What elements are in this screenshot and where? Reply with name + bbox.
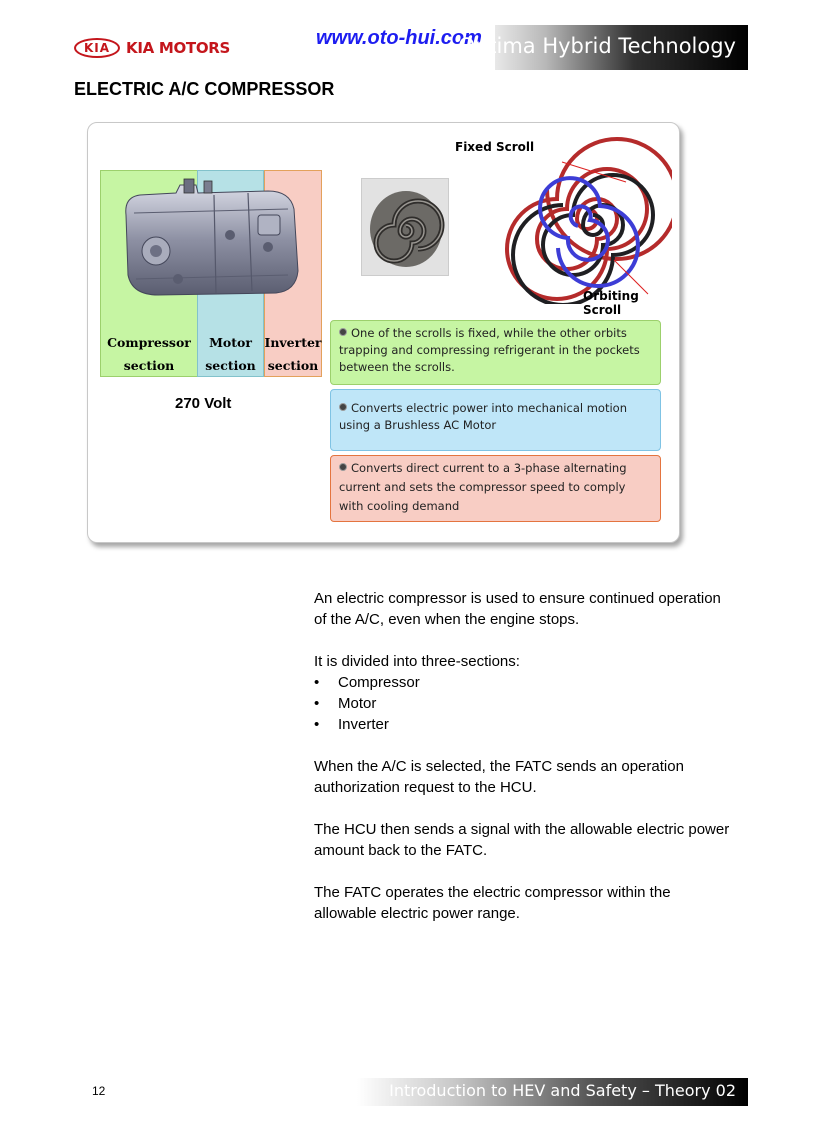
footer-band [357, 1078, 748, 1106]
paragraph-4: The HCU then sends a signal with the allowable electric power amount back to the FATC. [314, 821, 730, 859]
footer-title: Introduction to HEV and Safety – Theory 02 [389, 1081, 736, 1100]
compressor-section-line1: Compressor [107, 335, 191, 350]
kia-logo-badge: KIA [74, 38, 120, 58]
site-url: www.oto-hui.com [316, 27, 482, 49]
list-item: • Motor [314, 693, 734, 714]
paragraph-5: The FATC operates the electric compressor within the allowable electric power range. [314, 884, 671, 922]
fixed-scroll-label: Fixed Scroll [455, 140, 535, 154]
bullet-icon [339, 403, 347, 411]
body-text [314, 588, 734, 945]
scroll-diagram [502, 134, 672, 304]
motor-section-label [198, 331, 263, 377]
list-item: • Inverter [314, 714, 734, 735]
motor-section-line1: Motor [209, 335, 252, 350]
paragraph-2: It is divided into three-sections: [314, 653, 520, 670]
compressor-figure [87, 122, 680, 543]
info-box-inverter-text: Converts direct current to a 3-phase alternating current and sets the compressor speed to comply with cooling demand [339, 461, 627, 513]
page-heading: ELECTRIC A/C COMPRESSOR [74, 79, 335, 99]
inverter-section-label [264, 331, 322, 377]
header-title: Optima Hybrid Technology [458, 34, 736, 58]
info-box-motor-text: Converts electric power into mechanical motion using a Brushless AC Motor [339, 401, 627, 432]
orbiting-scroll-label: Orbiting Scroll [583, 289, 639, 317]
info-box-scroll-text: One of the scrolls is fixed, while the other orbits trapping and compressing refrigerant in the pockets between the scrolls. [339, 326, 640, 374]
compressor-illustration [118, 175, 306, 307]
inverter-section-line1: Inverter [264, 335, 322, 350]
header-title-band [458, 25, 748, 70]
info-box-scroll [330, 320, 661, 385]
inverter-section-line2: section [267, 358, 319, 373]
scroll-photo [361, 178, 449, 276]
page-number: 12 [92, 1084, 106, 1098]
page-header [0, 0, 816, 75]
paragraph-3: When the A/C is selected, the FATC sends an operation authorization request to the HCU. [314, 758, 684, 796]
motor-section-line2: section [205, 358, 256, 373]
compressor-section-line2: section [123, 358, 175, 373]
paragraph-1: An electric compressor is used to ensure continued operation of the A/C, even when the engine stops. [314, 590, 721, 628]
voltage-label: 270 Volt [175, 395, 232, 412]
list-item: • Compressor [314, 672, 734, 693]
bullet-icon [339, 328, 347, 336]
section-list [314, 672, 734, 735]
kia-logo-text: KIA MOTORS [126, 39, 231, 57]
compressor-section-label [102, 331, 196, 377]
bullet-icon [339, 463, 347, 471]
info-box-inverter [330, 455, 661, 522]
kia-logo [74, 37, 234, 59]
info-box-motor [330, 389, 661, 451]
